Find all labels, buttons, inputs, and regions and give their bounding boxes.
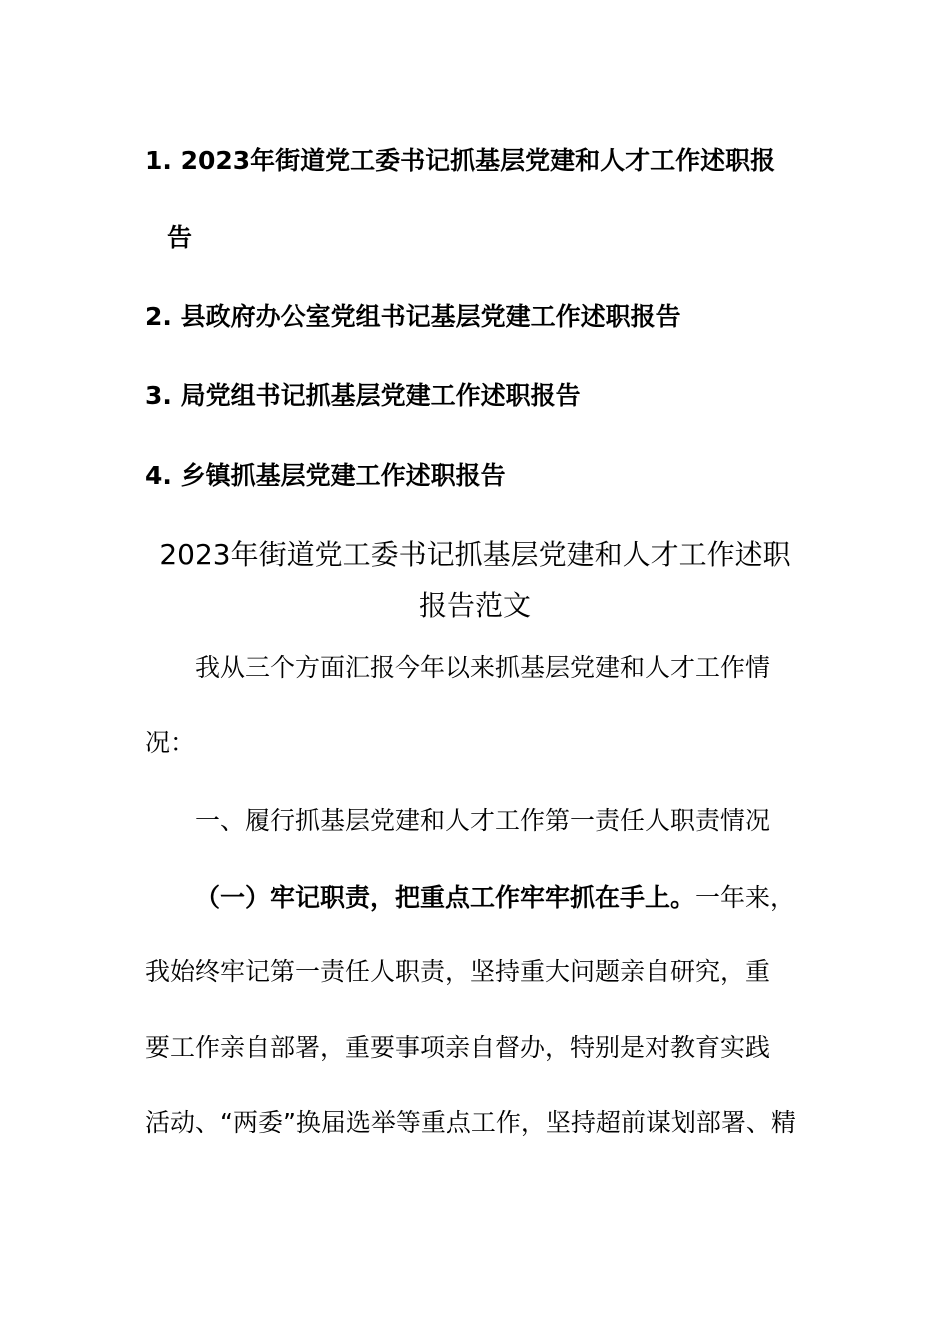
toc-item-1: 1. 2023年街道党工委书记抓基层党建和人才工作述职报 (145, 146, 776, 175)
paragraph-line: 要工作亲自部署，重要事项亲自督办，特别是对教育实践 (145, 1033, 771, 1062)
toc-item-3: 3. 局党组书记抓基层党建工作述职报告 (145, 381, 581, 410)
subsection-paragraph (195, 885, 795, 910)
toc-item-1-continued: 告 (167, 223, 193, 252)
intro-paragraph-continued: 况： (145, 728, 196, 757)
toc-item-2: 2. 县政府办公室党组书记基层党建工作述职报告 (145, 302, 681, 331)
intro-paragraph: 我从三个方面汇报今年以来抓基层党建和人才工作情 (195, 653, 771, 682)
paragraph-text: 一年来， (695, 883, 796, 912)
paragraph-line: 活动、“两委”换届选举等重点工作，坚持超前谋划部署、精 (145, 1108, 796, 1137)
section-heading: 一、履行抓基层党建和人才工作第一责任人职责情况 (195, 806, 771, 835)
article-title: 2023年街道党工委书记抓基层党建和人才工作述职 (159, 538, 791, 571)
toc-item-4: 4. 乡镇抓基层党建工作述职报告 (145, 461, 506, 490)
paragraph-line: 我始终牢记第一责任人职责，坚持重大问题亲自研究，重 (145, 957, 771, 986)
subsection-heading: （一）牢记职责，把重点工作牢牢抓在手上。 (195, 883, 696, 912)
article-title-continued: 报告范文 (418, 589, 531, 622)
